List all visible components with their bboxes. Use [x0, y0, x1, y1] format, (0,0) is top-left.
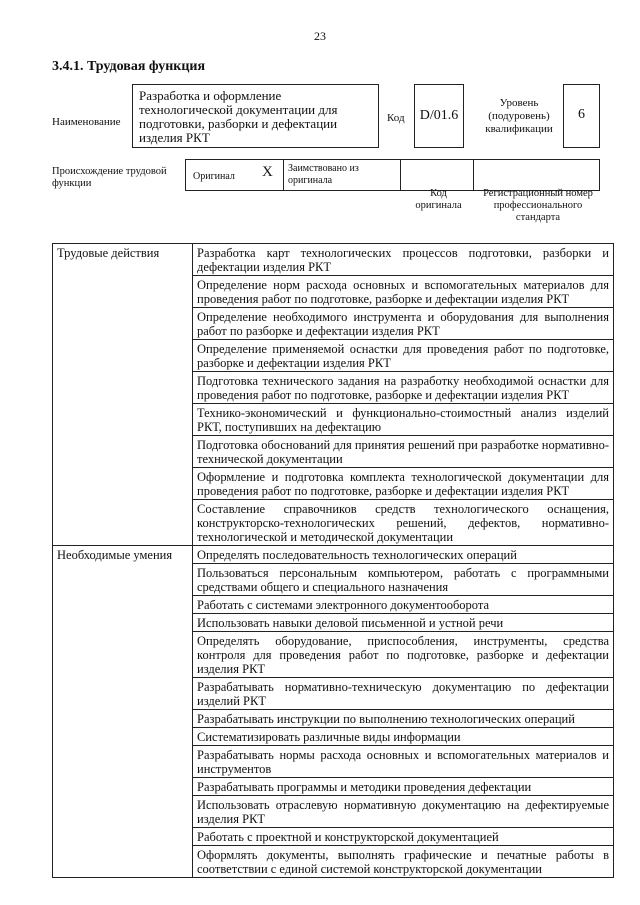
skill-item: Использовать навыки деловой письменной и устной речи	[193, 614, 614, 632]
skill-item: Разрабатывать программы и методики проведения дефектации	[193, 778, 614, 796]
skill-item: Использовать отраслевую нормативную документацию на дефектируемые изделия РКТ	[193, 796, 614, 828]
registration-number-caption	[476, 188, 600, 224]
labor-action-item: Разработка карт технологических процессов подготовки, разборки и дефектации изделия РКТ	[193, 244, 614, 276]
origin-label-line-2: функции	[52, 178, 92, 189]
registration-caption-line-3: стандарта	[515, 212, 561, 223]
original-code-caption-line-2: оригинала	[415, 200, 462, 211]
labor-action-item: Оформление и подготовка комплекта технологической документации для проведения работ по подготовке, разборке и дефектации изделия РКТ	[193, 468, 614, 500]
skill-item: Определять оборудование, приспособления, инструменты, средства контроля для проведения работ по подготовке, разборке и дефектации изделия РКТ	[193, 632, 614, 678]
origin-label-line-1: Происхождение трудовой	[52, 166, 167, 177]
original-mark: X	[262, 164, 273, 180]
function-name-box: Разработка и оформление технологической документации для подготовки, разборки и дефектации изделия РКТ	[132, 84, 379, 148]
code-value-box: D/01.6	[414, 84, 464, 148]
labor-actions-heading: Трудовые действия	[53, 244, 193, 546]
original-code-caption	[402, 188, 475, 212]
level-label-line-2: (подуровень)	[488, 110, 550, 122]
required-skills-heading: Необходимые умения	[53, 546, 193, 878]
name-label: Наименование	[52, 116, 121, 128]
labor-action-item: Определение норм расхода основных и вспомогательных материалов для проведения работ по подготовке, разборке и дефектации изделия РКТ	[193, 276, 614, 308]
skill-item: Систематизировать различные виды информации	[193, 728, 614, 746]
labor-action-item: Подготовка обоснований для принятия решений при разработке нормативно-технической документации	[193, 436, 614, 468]
level-label-line-3: квалификации	[485, 123, 553, 135]
table-row	[53, 546, 614, 564]
labor-action-item: Составление справочников средств технологического оснащения, конструкторско-технологических решений, дефектов, нормативно-технологической и методической документации	[193, 500, 614, 546]
registration-number-cell	[474, 160, 599, 190]
skill-item: Определять последовательность технологических операций	[193, 546, 614, 564]
code-label: Код	[387, 112, 405, 124]
labor-action-item: Подготовка технического задания на разработку необходимой оснастки для проведения работ по подготовке, разборке и дефектации изделия РКТ	[193, 372, 614, 404]
table-row	[53, 244, 614, 276]
labor-action-item: Определение необходимого инструмента и оборудования для выполнения работ по разборке и дефектации изделия РКТ	[193, 308, 614, 340]
borrowed-cell: Заимствовано из оригинала	[284, 160, 401, 190]
skill-item: Работать с системами электронного документооборота	[193, 596, 614, 614]
function-details-table	[52, 243, 614, 878]
registration-caption-line-1: Регистрационный номер	[483, 188, 593, 199]
skill-item: Разрабатывать инструкции по выполнению технологических операций	[193, 710, 614, 728]
original-code-caption-line-1: Код	[430, 188, 447, 199]
skill-item: Работать с проектной и конструкторской документацией	[193, 828, 614, 846]
origin-row	[185, 159, 600, 191]
level-label-line-1: Уровень	[499, 97, 539, 109]
origin-label	[52, 166, 167, 190]
labor-action-item: Определение применяемой оснастки для проведения работ по подготовке, разборке и дефектации изделия РКТ	[193, 340, 614, 372]
level-label	[476, 97, 562, 136]
page-number: 23	[314, 29, 326, 43]
section-title: 3.4.1. Трудовая функция	[52, 59, 206, 74]
labor-action-item: Технико-экономический и функционально-стоимостный анализ изделий РКТ, поступивших на дефектацию	[193, 404, 614, 436]
original-cell	[186, 160, 284, 190]
original-code-cell	[401, 160, 474, 190]
skill-item: Разрабатывать нормы расхода основных и вспомогательных материалов и инструментов	[193, 746, 614, 778]
original-label: Оригинал	[193, 171, 235, 182]
skill-item: Разрабатывать нормативно-техническую документацию по дефектации изделий РКТ	[193, 678, 614, 710]
skill-item: Пользоваться персональным компьютером, работать с программными средствами общего и специального назначения	[193, 564, 614, 596]
registration-caption-line-2: профессионального	[493, 200, 583, 211]
level-value-box: 6	[563, 84, 600, 148]
skill-item: Оформлять документы, выполнять графические и печатные работы в соответствии с единой системой конструкторской документации	[193, 846, 614, 878]
